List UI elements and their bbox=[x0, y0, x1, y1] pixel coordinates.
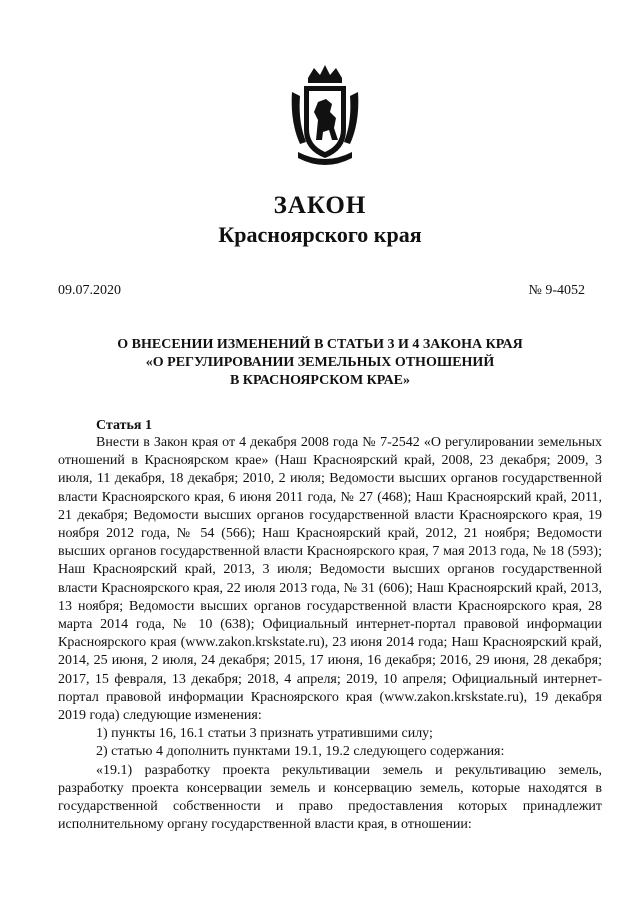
document-title: ЗАКОН bbox=[273, 192, 367, 219]
body-paragraph: «19.1) разработку проекта рекультивации земель и рекультивацию земель, разработку проекта консервации земель и консервацию земель, которые находятся в государственной собственности и право предоставления которых принадлежит исполнительному органу государственной власти края, в отношении: bbox=[58, 762, 602, 833]
body-paragraph: 2) статью 4 дополнить пунктами 19.1, 19.2 следующего содержания: bbox=[96, 744, 505, 760]
law-heading bbox=[0, 336, 640, 390]
heading-line: «О РЕГУЛИРОВАНИИ ЗЕМЕЛЬНЫХ ОТНОШЕНИЙ bbox=[145, 355, 495, 370]
document-date: 09.07.2020 bbox=[58, 283, 121, 298]
article-title: Статья 1 bbox=[96, 418, 152, 433]
heading-line: В КРАСНОЯРСКОМ КРАЕ» bbox=[229, 373, 411, 388]
document-subtitle: Красноярского края bbox=[218, 222, 422, 247]
body-paragraph: Внести в Закон края от 4 декабря 2008 года № 7-2542 «О регулировании земельных отношений в Красноярском крае» (Наш Красноярский край, 2008, 23 декабря; 2009, 3 июля, 11 декабря, 18 декабря; 2010, 2 июля; Ведомости высших органов государственной власти Красноярского края, 6 июня 2011 года, № 27 (468); Наш Красноярский край, 2011, 21 декабря; Ведомости высших органов государственной власти Красноярского края, 19 ноября 2012 года, № 54 (566); Наш Красноярский край, 2012, 21 ноября; Ведомости высших органов государственной власти Красноярского края, 7 мая 2013 года, № 18 (593); Наш Красноярский край, 2013, 3 июля; Ведомости высших органов государственной власти Красноярского края, 22 июля 2013 года, № 31 (606); Наш Красноярский край, 2013, 13 ноября; Ведомости высших органов государственной власти Красноярского края, 28 марта 2014 года, № 10 (638); Официальный интернет-портал правовой информации Красноярского края (www.zakon.krskstate.ru), 23 июня 2014 года; Наш Красноярский край, 2014, 25 июня, 2 июля, 24 декабря; 2015, 17 июня, 16 декабря; 2016, 29 июня, 28 декабря; 2017, 15 февраля, 13 декабря; 2018, 4 апреля; 2019, 10 апреля; Официальный интернет-портал правовой информации Красноярского края (www.zakon.krskstate.ru), 19 декабря 2019 года) следующие изменения: bbox=[58, 435, 602, 724]
article-body bbox=[58, 434, 602, 834]
heading-line: О ВНЕСЕНИИ ИЗМЕНЕНИЙ В СТАТЬИ 3 И 4 ЗАКОНА КРАЯ bbox=[117, 337, 523, 352]
coat-of-arms-emblem bbox=[288, 62, 362, 172]
body-paragraph: 1) пункты 16, 16.1 статьи 3 признать утратившими силу; bbox=[96, 726, 433, 742]
document-number: № 9-4052 bbox=[528, 283, 585, 298]
